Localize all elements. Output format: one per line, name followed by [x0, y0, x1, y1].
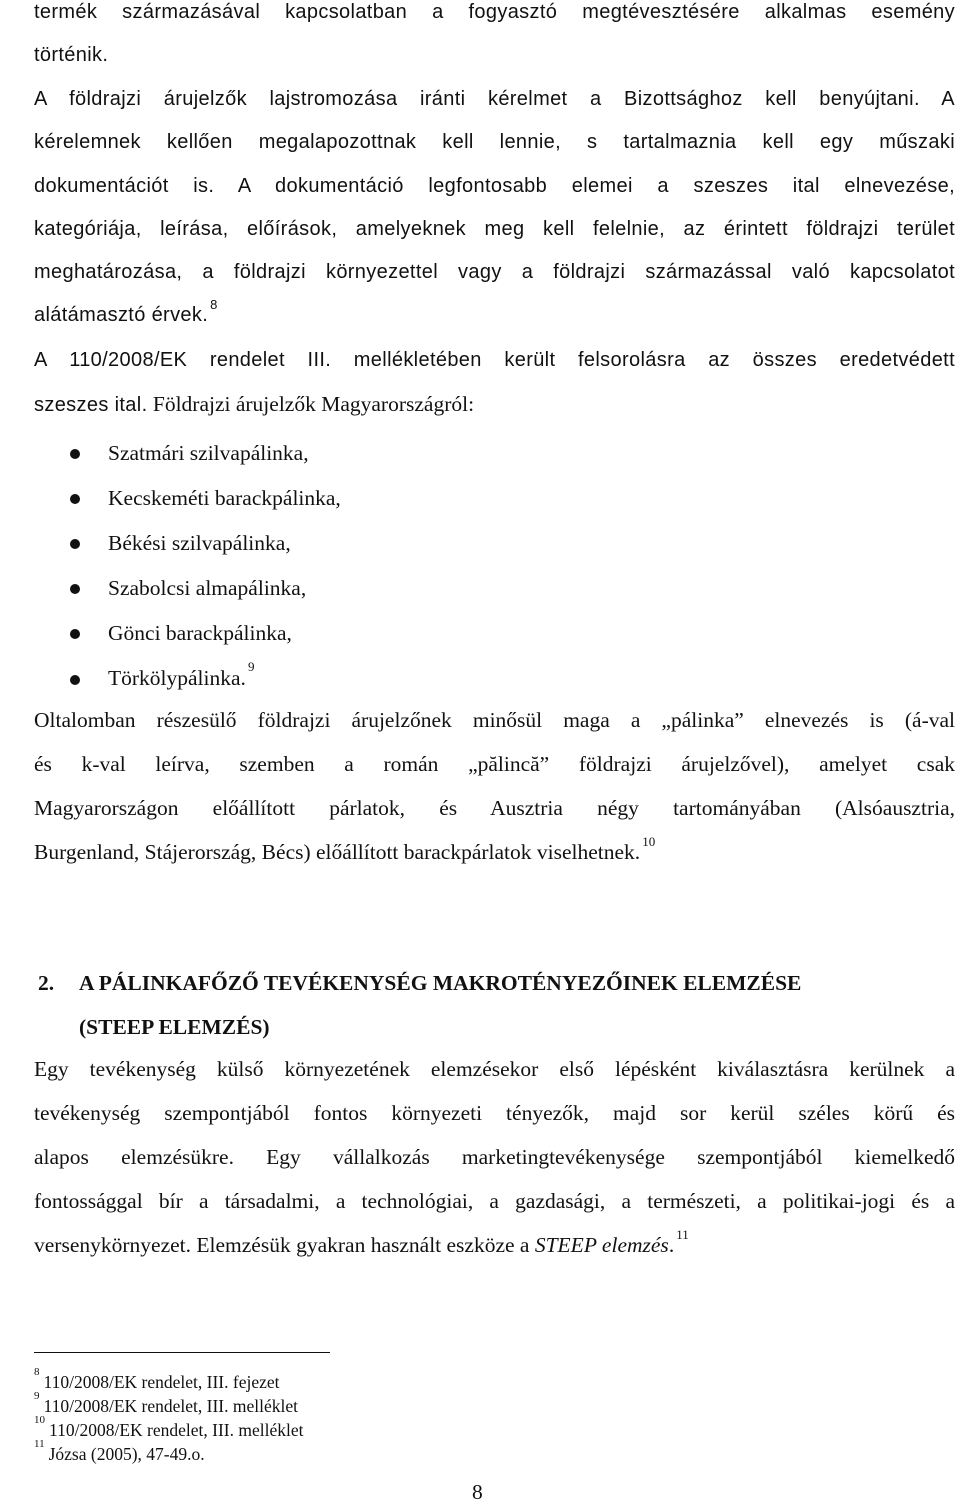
body-text-line [34, 1227, 689, 1257]
body-text-span: szeszes ital. [34, 394, 148, 416]
footnote [34, 1366, 280, 1393]
footnote-number: 11 [34, 1438, 45, 1450]
italic-term: STEEP elemzés [534, 1233, 669, 1257]
footnote [34, 1414, 304, 1441]
body-text-line: A 110/2008/EK rendelet III. mellékletében került felsorolásra az összes eredetvédett [34, 349, 955, 371]
footnote-separator [34, 1352, 330, 1353]
bullet-icon [70, 494, 80, 504]
body-text-line: tevékenység szempontjából fontos környezeti tényezők, majd sor kerül széles körű és [34, 1101, 955, 1125]
body-text-line: kérelemnek kellően megalapozottnak kell lennie, s tartalmaznia kell egy műszaki [34, 131, 955, 153]
list-item [108, 659, 255, 691]
body-text-line: és k-val leírva, szemben a román „pălincă” földrajzi árujelzővel), amelyet csak [34, 752, 955, 776]
footnote-number: 9 [34, 1390, 40, 1402]
body-text-line [34, 834, 656, 864]
body-text-span: Burgenland, Stájerország, Bécs) előállított barackpárlatok viselhetnek. [34, 840, 641, 864]
page-number: 8 [472, 1480, 483, 1504]
body-text-line: alapos elemzésükre. Egy vállalkozás marketingtevékenysége szempontjából kiemelkedő [34, 1145, 955, 1169]
section-number: 2. [38, 971, 55, 995]
bullet-icon [70, 675, 80, 685]
body-text-line [34, 394, 474, 416]
body-text-line: dokumentációt is. A dokumentáció legfontosabb elemei a szeszes ital elnevezése, [34, 175, 955, 197]
list-item: Békési szilvapálinka, [108, 531, 291, 555]
body-text-line: történik. [34, 44, 109, 66]
footnote-text: 110/2008/EK rendelet, III. fejezet [43, 1372, 280, 1392]
footnote-text: 110/2008/EK rendelet, III. melléklet [43, 1396, 298, 1416]
body-text-span: versenykörnyezet. Elemzésük gyakran használt eszköze a [34, 1233, 535, 1257]
body-text-span: . [668, 1233, 675, 1257]
section-heading-cont: (STEEP ELEMZÉS) [79, 1015, 270, 1039]
bullet-icon [70, 449, 80, 459]
body-text-line: A földrajzi árujelzők lajstromozása iránti kérelmet a Bizottsághoz kell benyújtani. A [34, 88, 955, 110]
body-text-span: Földrajzi árujelzők Magyarországról: [147, 392, 475, 416]
body-text-span: alátámasztó érvek. [34, 304, 209, 326]
list-item: Szatmári szilvapálinka, [108, 441, 309, 465]
bullet-icon [70, 539, 80, 549]
footnote-ref: 10 [642, 834, 656, 849]
body-text-line: kategóriája, leírása, előírások, amelyeknek meg kell felelnie, az érintett földrajzi terület [34, 218, 955, 240]
body-text-line: termék származásával kapcsolatban a fogyasztó megtévesztésére alkalmas esemény [34, 1, 955, 23]
list-item: Szabolcsi almapálinka, [108, 576, 307, 600]
footnote-number: 8 [34, 1366, 40, 1378]
footnote [34, 1390, 298, 1417]
footnote-number: 10 [34, 1414, 45, 1426]
footnote [34, 1438, 205, 1465]
footnote-text: Józsa (2005), 47-49.o. [48, 1444, 205, 1464]
footnote-text: 110/2008/EK rendelet, III. melléklet [49, 1420, 304, 1440]
footnote-ref: 11 [676, 1227, 689, 1242]
footnote-ref: 9 [247, 659, 255, 674]
section-heading: A PÁLINKAFŐZŐ TEVÉKENYSÉG MAKROTÉNYEZŐINEK ELEMZÉSE [79, 971, 802, 995]
list-item: Kecskeméti barackpálinka, [108, 486, 341, 510]
list-item-text: Törkölypálinka. [108, 666, 246, 690]
body-text-line: fontossággal bír a társadalmi, a technológiai, a gazdasági, a természeti, a politikai-jogi és a [34, 1189, 955, 1213]
body-text-line [34, 297, 218, 326]
body-text-line: Egy tevékenység külső környezetének elemzésekor első lépésként kiválasztásra kerülnek a [34, 1057, 955, 1081]
bullet-icon [70, 629, 80, 639]
list-item: Gönci barackpálinka, [108, 621, 292, 645]
body-text-line: meghatározása, a földrajzi környezettel vagy a földrajzi származással való kapcsolatot [34, 261, 955, 283]
body-text-line: Magyarországon előállított párlatok, és Ausztria négy tartományában (Alsóausztria, [34, 796, 955, 820]
body-text-line: Oltalomban részesülő földrajzi árujelzőnek minősül maga a „pálinka” elnevezés is (á-val [34, 708, 955, 732]
bullet-icon [70, 584, 80, 594]
footnote-ref: 8 [210, 297, 218, 312]
